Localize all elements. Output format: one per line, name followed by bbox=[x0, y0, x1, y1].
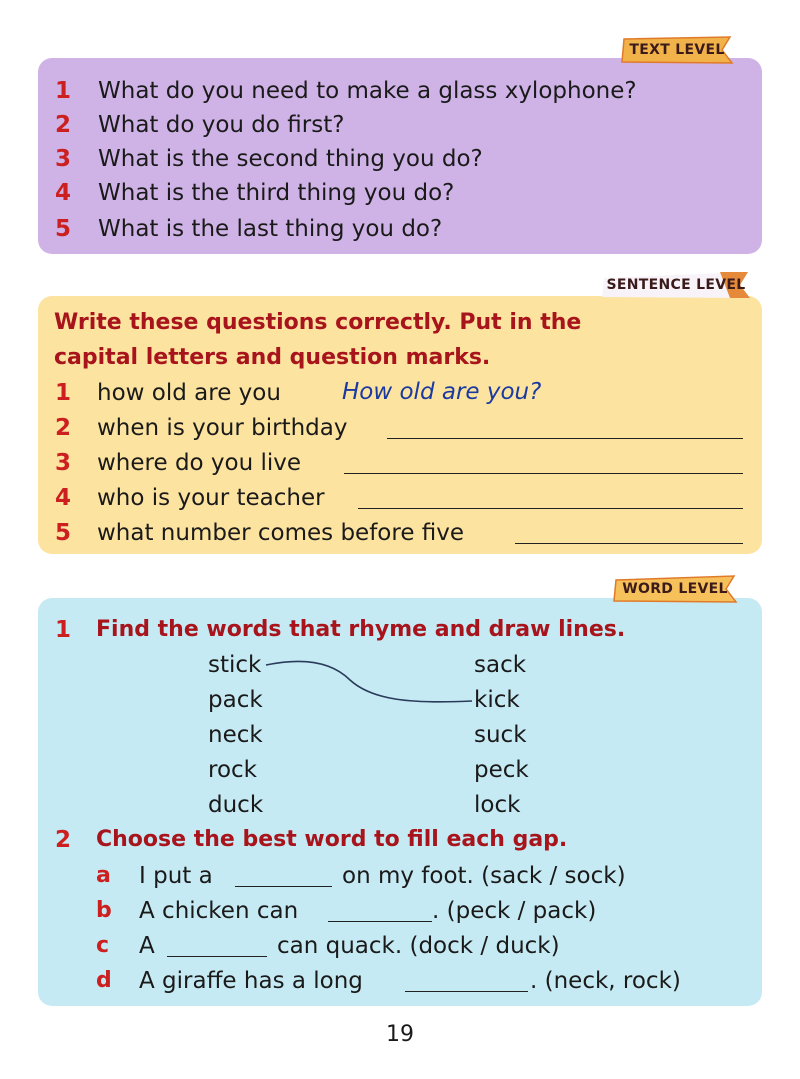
sentence-instruction-line1: Write these questions correctly. Put in the bbox=[54, 310, 582, 335]
rhyme-word-left: pack bbox=[208, 687, 263, 713]
gap-blank[interactable] bbox=[235, 886, 332, 887]
question-number: 2 bbox=[55, 112, 72, 138]
question-number: 5 bbox=[55, 216, 72, 242]
question-text: What is the third thing you do? bbox=[98, 180, 455, 206]
item-number: 4 bbox=[55, 485, 72, 511]
item-number: 5 bbox=[55, 520, 72, 546]
sentence-start: I put a bbox=[139, 863, 213, 889]
task-number: 1 bbox=[55, 617, 72, 643]
question-prompt: when is your birthday bbox=[97, 415, 348, 441]
sentence-start: A giraffe has a long bbox=[139, 968, 363, 994]
item-number: 2 bbox=[55, 415, 72, 441]
item-letter: c bbox=[96, 933, 110, 958]
question-number: 1 bbox=[55, 78, 72, 104]
sentence-end: can quack. (dock / duck) bbox=[277, 933, 560, 959]
rhyme-word-left: duck bbox=[208, 792, 264, 818]
task2-instruction: Choose the best word to fill each gap. bbox=[96, 827, 568, 852]
question-text: What do you do first? bbox=[98, 112, 345, 138]
sentence-instruction-line2: capital letters and question marks. bbox=[54, 345, 491, 370]
item-number: 3 bbox=[55, 450, 72, 476]
rhyme-word-right: peck bbox=[474, 757, 529, 783]
question-text: What is the last thing you do? bbox=[98, 216, 443, 242]
item-letter: a bbox=[96, 863, 111, 888]
rhyme-word-right: sack bbox=[474, 652, 527, 678]
question-text: What do you need to make a glass xylophone? bbox=[98, 78, 637, 104]
task1-instruction: Find the words that rhyme and draw lines. bbox=[96, 617, 626, 642]
sentence-level-label: SENTENCE LEVEL bbox=[606, 277, 746, 293]
rhyme-word-right: suck bbox=[474, 722, 527, 748]
sentence-end: . (peck / pack) bbox=[432, 898, 597, 924]
item-letter: d bbox=[96, 968, 112, 993]
word-level-label: WORD LEVEL bbox=[622, 581, 728, 597]
sentence-start: A bbox=[139, 933, 155, 959]
handwritten-answer: How old are you? bbox=[342, 379, 542, 405]
item-number: 1 bbox=[55, 380, 72, 406]
page-number: 19 bbox=[386, 1022, 414, 1047]
rhyme-word-right: lock bbox=[474, 792, 521, 818]
question-prompt: where do you live bbox=[97, 450, 302, 476]
gap-blank[interactable] bbox=[167, 956, 267, 957]
rhyme-word-left: rock bbox=[208, 757, 257, 783]
sentence-start: A chicken can bbox=[139, 898, 299, 924]
rhyme-word-right: kick bbox=[474, 687, 520, 713]
question-prompt: how old are you bbox=[97, 380, 281, 406]
text-level-label: TEXT LEVEL bbox=[629, 42, 725, 58]
rhyme-word-left: stick bbox=[208, 652, 262, 678]
question-number: 3 bbox=[55, 146, 72, 172]
question-number: 4 bbox=[55, 180, 72, 206]
rhyme-word-left: neck bbox=[208, 722, 263, 748]
gap-blank[interactable] bbox=[328, 921, 432, 922]
question-text: What is the second thing you do? bbox=[98, 146, 483, 172]
sentence-end: . (neck, rock) bbox=[530, 968, 681, 994]
item-letter: b bbox=[96, 898, 112, 923]
sentence-end: on my foot. (sack / sock) bbox=[342, 863, 626, 889]
question-prompt: what number comes before five bbox=[97, 520, 465, 546]
task-number: 2 bbox=[55, 827, 72, 853]
gap-blank[interactable] bbox=[405, 991, 528, 992]
question-prompt: who is your teacher bbox=[97, 485, 325, 511]
